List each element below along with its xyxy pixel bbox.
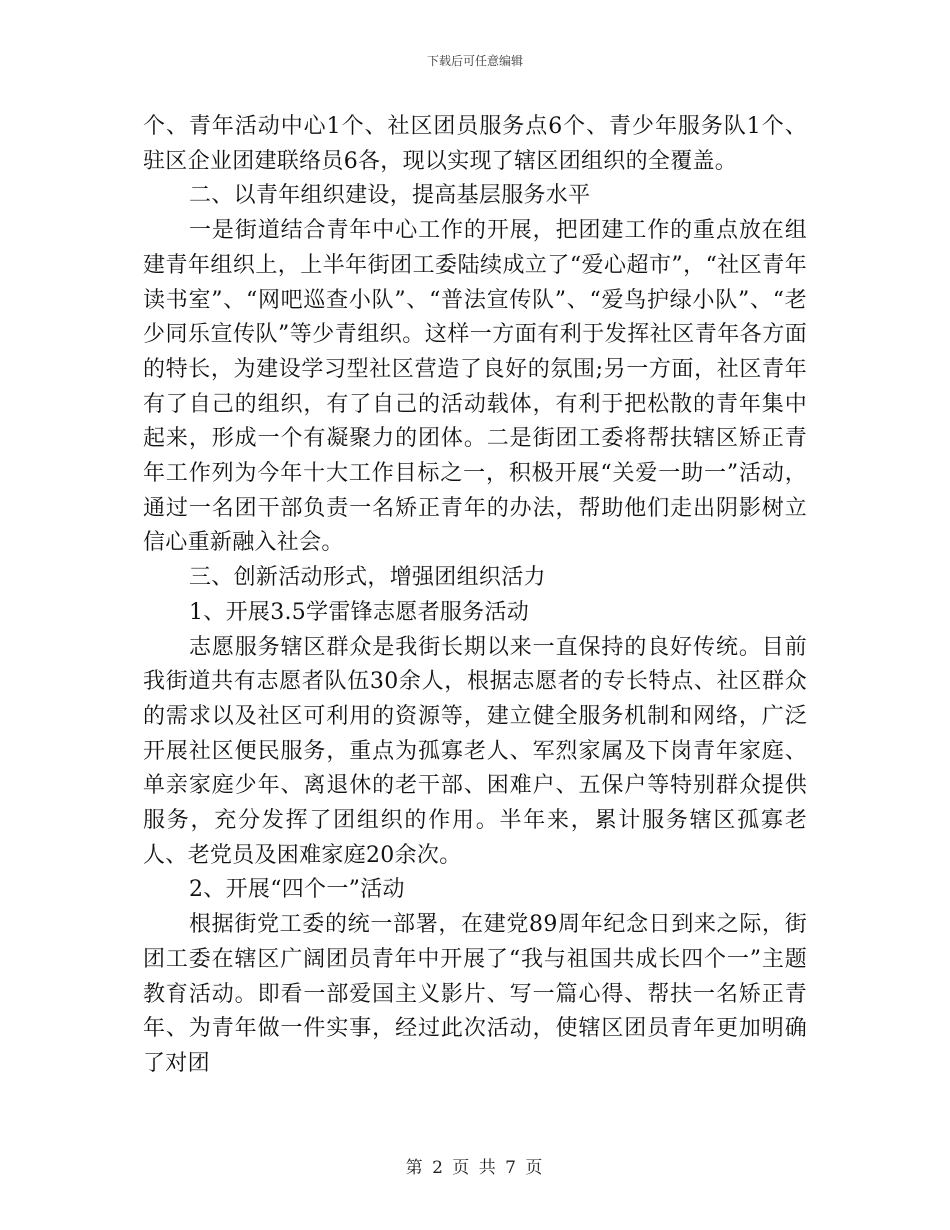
document-body: [143, 110, 807, 1082]
page-footer: 第 2 页 共 7 页: [405, 1158, 545, 1178]
paragraph: 根据街党工委的统一部署，在建党89周年纪念日到来之际，街团工委在辖区广阔团员青年中开展了“我与祖国共成长四个一”主题教育活动。即看一部爱国主义影片、写一篇心得、帮扶一名矫正青年、为青年做一件实事，经过此次活动，使辖区团员青年更加明确了对团: [143, 912, 807, 1076]
subsection-heading: 2、开展“四个一”活动: [189, 877, 405, 903]
paragraph: 个、青年活动中心1个、社区团员服务点6个、青少年服务队1个、驻区企业团建联络员6各，现以实现了辖区团组织的全覆盖。: [143, 114, 807, 174]
page-header: 下载后可任意编辑: [426, 54, 523, 68]
section-heading: 二、以青年组织建设，提高基层服务水平: [189, 183, 591, 209]
paragraph: 志愿服务辖区群众是我街长期以来一直保持的良好传统。目前我街道共有志愿者队伍30余人，根据志愿者的专长特点、社区群众的需求以及社区可利用的资源等，建立健全服务机制和网络，广泛开展社区便民服务，重点为孤寡老人、军烈家属及下岗青年家庭、单亲家庭少年、离退休的老干部、困难户、五保户等特别群众提供服务，充分发挥了团组织的作用。半年来，累计服务辖区孤寡老人、老党员及困难家庭20余次。: [143, 634, 807, 868]
paragraph: 一是街道结合青年中心工作的开展，把团建工作的重点放在组建青年组织上，上半年街团工委陆续成立了“爱心超市”，“社区青年读书室”、“网吧巡查小队”、“普法宣传队”、“爱鸟护绿小队”、“老少同乐宣传队”等少青组织。这样一方面有利于发挥社区青年各方面的特长，为建设学习型社区营造了良好的氛围;另一方面，社区青年有了自己的组织，有了自己的活动载体，有利于把松散的青年集中起来，形成一个有凝聚力的团体。二是街团工委将帮扶辖区矫正青年工作列为今年十大工作目标之一，积极开展“关爱一助一”活动，通过一名团干部负责一名矫正青年的办法，帮助他们走出阴影树立信心重新融入社会。: [143, 218, 807, 556]
subsection-heading: 1、开展3.5学雷锋志愿者服务活动: [189, 599, 530, 625]
section-heading: 三、创新活动形式，增强团组织活力: [189, 565, 546, 591]
